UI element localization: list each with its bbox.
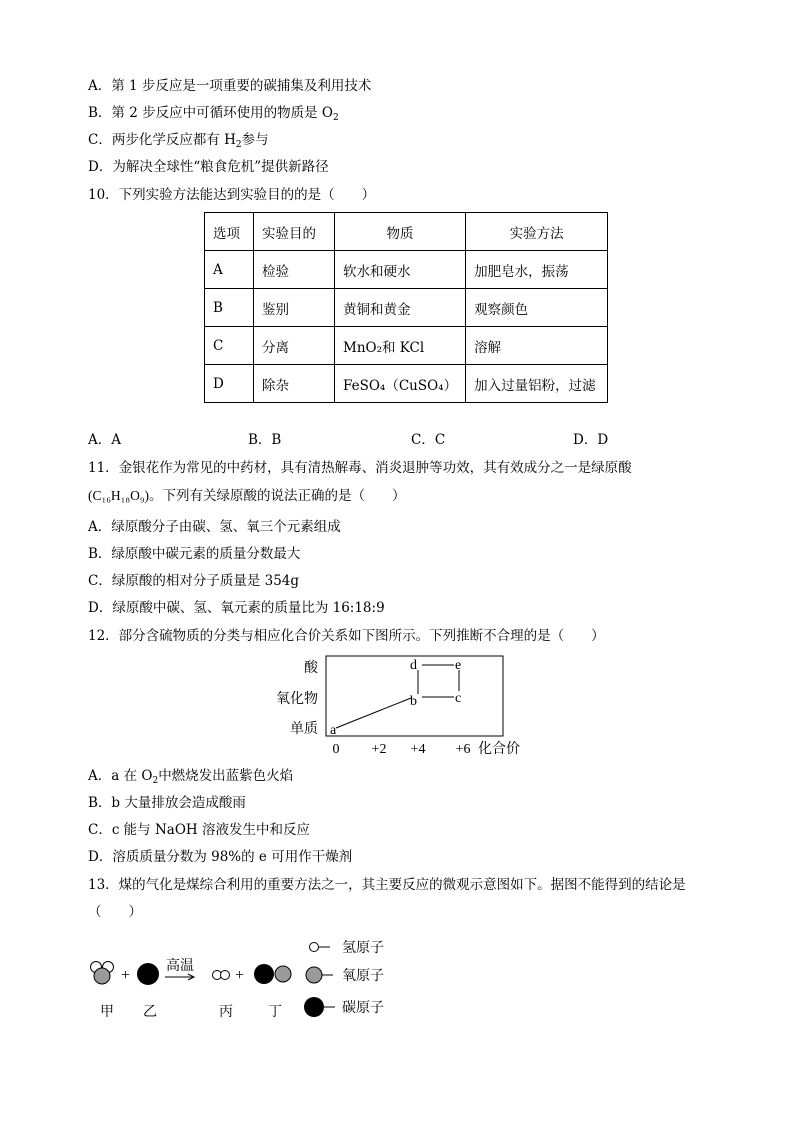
line-a-b [336,698,411,728]
table-row [205,365,608,403]
legend-hydrogen: 氢原子 [342,941,384,956]
molecule-yi-carbon [137,963,159,985]
legend-oxygen: 氧原子 [342,969,384,984]
q12-option-d: D．溶质质量分数为 98%的 e 可用作干燥剂 [88,849,353,865]
q12-option-b: B．b 大量排放会造成酸雨 [88,795,246,811]
point-e: e [455,658,462,673]
x-tick-label: +6 [455,742,471,757]
table-row [205,327,608,365]
q10-option-d: D．D [573,432,609,448]
q10-option-b: B．B [248,432,282,448]
label-bing: 丙 [219,1005,233,1020]
point-a: a [330,723,337,738]
molecule-bing-hydrogen [213,971,230,980]
table-cell: D [205,365,254,403]
table-cell: 观察颜色 [466,289,608,327]
table-cell: A [205,251,254,289]
table-cell: 检验 [254,251,335,289]
y-label-acid: 酸 [304,661,318,676]
molecule-jia-water [91,962,114,985]
carbon-atom-icon [304,997,324,1017]
x-axis-title: 化合价 [478,742,520,757]
q11-option-b: B．绿原酸中碳元素的质量分数最大 [88,546,301,562]
x-tick-label: 0 [332,742,340,757]
hydrogen-atom-icon [310,943,319,952]
q9-option-b: B．第 2 步反应中可循环使用的物质是 $O_2$ [88,105,339,123]
point-d: d [410,658,417,673]
q12-option-c: C．c 能与 NaOH 溶液发生中和反应 [88,822,310,838]
q12-sulfur-diagram [270,650,540,760]
q11-formula: (C₁₆H₁₈O₉) [88,488,150,503]
q9-option-c: C．两步化学反应都有 $H_2$参与 [88,132,269,150]
table-cell: C [205,327,254,365]
molecule-ding-carbon-monoxide [254,964,291,984]
label-yi: 乙 [143,1005,157,1020]
table-cell: 除杂 [254,365,335,403]
reaction-condition: 高温 [166,959,194,974]
q11-option-c: C．绿原酸的相对分子质量是 354g [88,573,300,589]
table-cell: MnO₂和 KCl [335,327,466,365]
label-ding: 丁 [268,1005,282,1020]
x-tick-label: +4 [410,742,426,757]
table-cell: 鉴别 [254,289,335,327]
q13-reaction-diagram [85,932,415,1027]
q10-stem: 10．下列实验方法能达到实验目的的是（ ） [88,187,376,203]
plus-sign: + [121,967,131,984]
q11-stem-line2: (C₁₆H₁₈O₉)。下列有关绿原酸的说法正确的是（ ） [88,488,406,504]
q10-option-a: A．A [88,432,121,448]
oxygen-atom-icon [306,967,322,983]
table-header: 实验目的 [254,213,335,251]
y-label-oxide: 氧化物 [276,692,318,707]
q9-option-a: A．第 1 步反应是一项重要的碳捕集及利用技术 [88,78,372,94]
label-jia: 甲 [100,1005,114,1020]
table-cell: 加入过量铝粉，过滤 [466,365,608,403]
q10-table [204,212,608,403]
table-cell: 软水和硬水 [335,251,466,289]
point-b: b [410,694,417,709]
plus-sign: + [235,967,245,984]
table-header: 物质 [335,213,466,251]
table-cell: 加肥皂水，振荡 [466,251,608,289]
point-c: c [455,691,462,706]
table-row [205,251,608,289]
table-cell: 溶解 [466,327,608,365]
q12-option-a: A．a 在 $O_2$中燃烧发出蓝紫色火焰 [88,768,294,786]
table-cell: 黄铜和黄金 [335,289,466,327]
q11-stem-line1: 11．金银花作为常见的中药材，具有清热解毒、消炎退肿等功效，其有效成分之一是绿原酸 [88,460,632,476]
q13-stem-blank: （ ） [88,904,142,920]
table-row [205,289,608,327]
table-header: 选项 [205,213,254,251]
legend-carbon: 碳原子 [342,1001,384,1016]
table-cell: 分离 [254,327,335,365]
x-tick-label: +2 [371,742,387,757]
q12-stem: 12．部分含硫物质的分类与相应化合价关系如下图所示。下列推断不合理的是（ ） [88,628,605,644]
table-cell: B [205,289,254,327]
table-header-row [205,213,608,251]
q10-option-c: C．C [411,432,446,448]
legend [304,940,384,1017]
table-cell: FeSO₄（CuSO₄） [335,365,466,403]
q9-option-d: D．为解决全球性“粮食危机”提供新路径 [88,159,329,175]
table-header: 实验方法 [466,213,608,251]
y-label-element: 单质 [290,722,318,737]
q13-stem: 13．煤的气化是煤综合利用的重要方法之一，其主要反应的微观示意图如下。据图不能得到的结论是 [88,877,686,893]
q11-option-a: A．绿原酸分子由碳、氢、氧三个元素组成 [88,519,341,535]
q11-option-d: D．绿原酸中碳、氢、氧元素的质量比为 16:18:9 [88,600,385,616]
